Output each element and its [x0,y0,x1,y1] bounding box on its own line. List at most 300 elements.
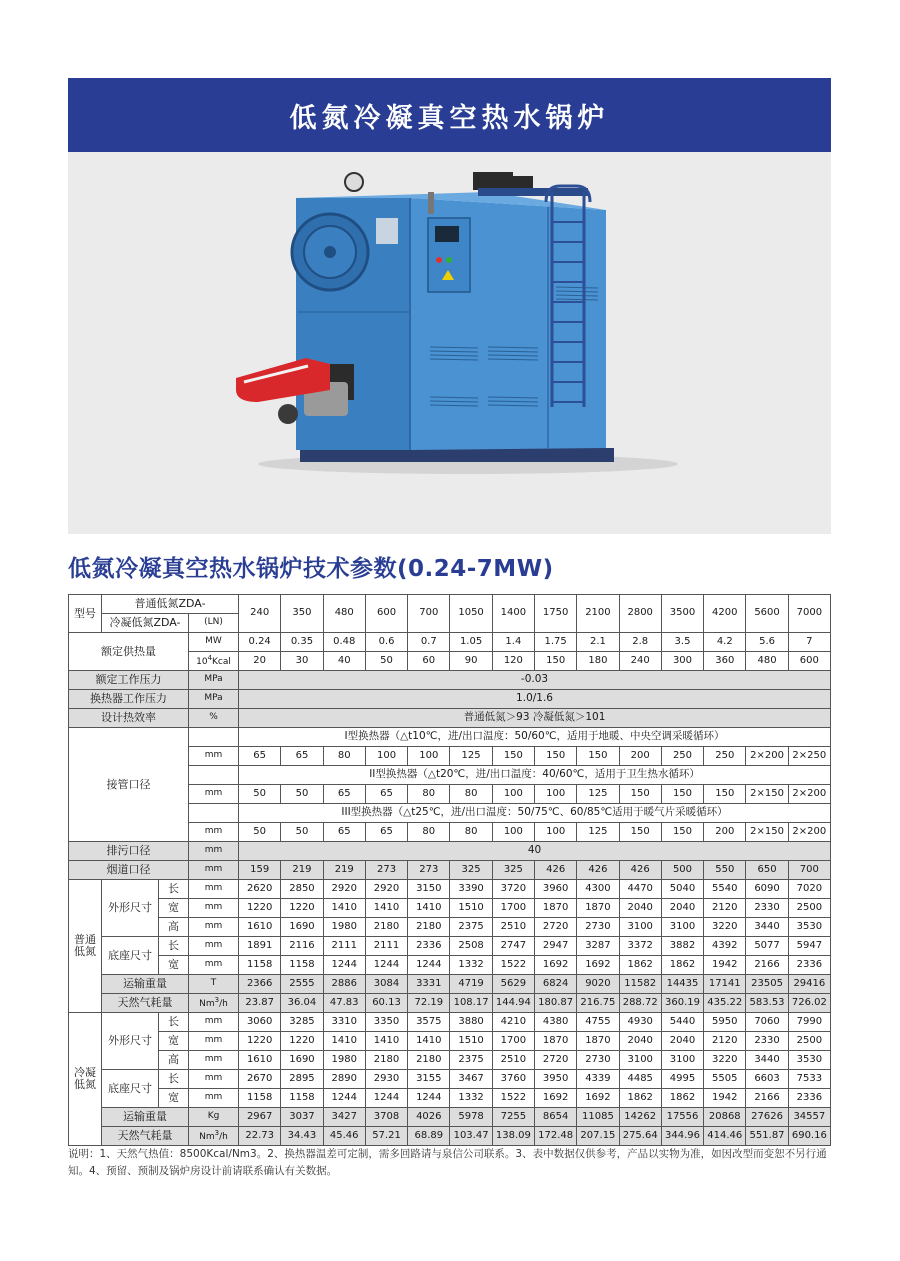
model-number: 4200 [704,595,746,633]
value-cell: 150 [577,747,619,766]
value-cell: 1700 [492,1032,534,1051]
table-row [69,709,831,728]
unit-percent: % [189,709,239,728]
value-cell: 2510 [492,1051,534,1070]
value-cell: 1410 [365,899,407,918]
value-cell: 3530 [788,918,830,937]
value-cell: 1410 [408,899,450,918]
value-cell: 2375 [450,918,492,937]
unit-tail: /h [219,998,228,1009]
value-cell: 103.47 [450,1127,492,1146]
value-cell: 3530 [788,1051,830,1070]
value-cell: 29416 [788,975,830,994]
value-cell: 2×150 [746,823,788,842]
hx-pressure-value: 1.0/1.6 [239,690,831,709]
spec-table [68,594,831,1146]
value-cell: 2180 [408,918,450,937]
value-cell: 2120 [704,1032,746,1051]
value-cell: 2930 [365,1070,407,1089]
table-row [69,1089,831,1108]
value-cell: 2747 [492,937,534,956]
value-cell: 4339 [577,1070,619,1089]
model-cond-suffix: (LN) [189,614,239,633]
blank-cell [189,804,239,823]
footnotes: 说明：1、天然气热值：8500Kcal/Nm3。2、换热器温差可定制，需多回路请与泉信公司联系。3、表中数据仅供参考，产品以实物为准，如因改型而变恕不另行通知。4、预留、预制及锅炉房设计前请联系确认有关数据。 [68,1148,827,1177]
value-cell: 2111 [365,937,407,956]
rated-pressure-label: 额定工作压力 [69,671,189,690]
value-cell: 325 [450,861,492,880]
table-row [69,880,831,899]
unit-mm: mm [189,861,239,880]
value-cell: 4026 [408,1108,450,1127]
value-cell: 60.13 [365,994,407,1013]
value-cell: 3427 [323,1108,365,1127]
value-cell: 2120 [704,899,746,918]
value-cell: 273 [365,861,407,880]
value-cell: 3150 [408,880,450,899]
table-row [69,1032,831,1051]
value-cell: 125 [577,785,619,804]
value-cell: 500 [661,861,703,880]
table-row [69,1127,831,1146]
value-cell: 150 [619,785,661,804]
value-cell: 2166 [746,956,788,975]
value-cell: 1244 [365,1089,407,1108]
value-cell: 360.19 [661,994,703,1013]
unit-nm3h [189,1127,239,1146]
table-row [69,728,831,747]
title-banner [68,78,831,152]
value-cell: 4392 [704,937,746,956]
unit-mm: mm [189,956,239,975]
model-number: 2100 [577,595,619,633]
value-cell: 1690 [281,918,323,937]
value-cell: 2920 [323,880,365,899]
value-cell: 108.17 [450,994,492,1013]
value-cell: 172.48 [535,1127,577,1146]
ship-weight-label: 运输重量 [102,975,189,994]
value-cell: 2890 [323,1070,365,1089]
value-cell: 275.64 [619,1127,661,1146]
value-cell: 200 [619,747,661,766]
group-label-line: 冷凝 [74,1066,96,1080]
value-cell: 5077 [746,937,788,956]
unit-base: 10 [196,656,208,667]
dim-length: 长 [159,1013,189,1032]
value-cell: 2730 [577,918,619,937]
value-cell: 426 [535,861,577,880]
value-cell: 65 [239,747,281,766]
value-cell: 23.87 [239,994,281,1013]
unit-mm: mm [189,785,239,804]
value-cell: 300 [661,652,703,671]
value-cell: 5629 [492,975,534,994]
value-cell: 2508 [450,937,492,956]
unit-mm: mm [189,1013,239,1032]
value-cell: 7060 [746,1013,788,1032]
value-cell: 344.96 [661,1127,703,1146]
value-cell: 480 [746,652,788,671]
value-cell: 30 [281,652,323,671]
value-cell: 2180 [408,1051,450,1070]
value-cell: 3350 [365,1013,407,1032]
value-cell: 138.09 [492,1127,534,1146]
value-cell: 150 [704,785,746,804]
value-cell: 1244 [323,1089,365,1108]
boiler-photo [68,152,831,534]
value-cell: 3440 [746,918,788,937]
model-number: 5600 [746,595,788,633]
value-cell: 4.2 [704,633,746,652]
value-cell: 650 [746,861,788,880]
value-cell: 219 [323,861,365,880]
value-cell: 150 [535,747,577,766]
table-row [69,918,831,937]
group-label-line: 低氮 [74,945,96,958]
value-cell: 150 [619,823,661,842]
drain-label: 排污口径 [69,842,189,861]
value-cell: 4755 [577,1013,619,1032]
value-cell: 2967 [239,1108,281,1127]
value-cell: 325 [492,861,534,880]
value-cell: 1244 [408,956,450,975]
value-cell: 3220 [704,918,746,937]
value-cell: 1870 [535,1032,577,1051]
value-cell: 65 [365,785,407,804]
value-cell: 5040 [661,880,703,899]
value-cell: 5950 [704,1013,746,1032]
value-cell: 1.4 [492,633,534,652]
value-cell: 1510 [450,1032,492,1051]
value-cell: 1158 [281,1089,323,1108]
unit-kcal [189,652,239,671]
flue-label: 烟道口径 [69,861,189,880]
value-cell: 1942 [704,956,746,975]
value-cell: 3220 [704,1051,746,1070]
value-cell: 5.6 [746,633,788,652]
value-cell: 2366 [239,975,281,994]
value-cell: 690.16 [788,1127,830,1146]
value-cell: 3575 [408,1013,450,1032]
value-cell: 3760 [492,1070,534,1089]
value-cell: 1700 [492,899,534,918]
value-cell: 1410 [408,1032,450,1051]
value-cell: 50 [281,785,323,804]
pipe-label: 接管口径 [69,728,189,842]
value-cell: 1.05 [450,633,492,652]
value-cell: 120 [492,652,534,671]
value-cell: 5947 [788,937,830,956]
value-cell: 2920 [365,880,407,899]
value-cell: 65 [323,785,365,804]
value-cell: 5505 [704,1070,746,1089]
unit-mm: mm [189,747,239,766]
value-cell: 0.35 [281,633,323,652]
value-cell: 1332 [450,956,492,975]
model-cond-prefix: 冷凝低氮ZDA- [102,614,189,633]
value-cell: 1980 [323,1051,365,1070]
value-cell: 80 [450,785,492,804]
section-title: 低氮冷凝真空热水锅炉技术参数(0.24-7MW) [68,556,554,582]
dim-height: 高 [159,918,189,937]
table-row [69,975,831,994]
value-cell: 1158 [281,956,323,975]
blank-cell [189,766,239,785]
value-cell: 1522 [492,956,534,975]
value-cell: 60 [408,652,450,671]
value-cell: 100 [535,785,577,804]
value-cell: 250 [661,747,703,766]
value-cell: 551.87 [746,1127,788,1146]
unit-weight: Kg [189,1108,239,1127]
value-cell: 1862 [619,1089,661,1108]
value-cell: 2040 [619,899,661,918]
value-cell: 65 [281,747,323,766]
table-row [69,690,831,709]
value-cell: 1332 [450,1089,492,1108]
value-cell: 45.46 [323,1127,365,1146]
value-cell: 7533 [788,1070,830,1089]
value-cell: 1862 [661,956,703,975]
value-cell: 200 [704,823,746,842]
table-row [69,633,831,652]
value-cell: 250 [704,747,746,766]
value-cell: 207.15 [577,1127,619,1146]
value-cell: 1158 [239,1089,281,1108]
value-cell: 1220 [281,1032,323,1051]
table-row [69,899,831,918]
value-cell: 2500 [788,1032,830,1051]
value-cell: 7020 [788,880,830,899]
dim-width: 宽 [159,1032,189,1051]
table-row [69,595,831,614]
value-cell: 57.21 [365,1127,407,1146]
value-cell: 1692 [577,1089,619,1108]
value-cell: 1862 [619,956,661,975]
value-cell: 1862 [661,1089,703,1108]
value-cell: 0.7 [408,633,450,652]
value-cell: 2×150 [746,785,788,804]
value-cell: 3331 [408,975,450,994]
value-cell: 20868 [704,1108,746,1127]
unit-mm: mm [189,899,239,918]
value-cell: 1610 [239,918,281,937]
ship-weight-label: 运输重量 [102,1108,189,1127]
value-cell: 2336 [408,937,450,956]
value-cell: 4300 [577,880,619,899]
value-cell: 90 [450,652,492,671]
value-cell: 47.83 [323,994,365,1013]
value-cell: 3880 [450,1013,492,1032]
value-cell: 20 [239,652,281,671]
dim-length: 长 [159,880,189,899]
value-cell: 72.19 [408,994,450,1013]
value-cell: 4470 [619,880,661,899]
value-cell: 5978 [450,1108,492,1127]
unit-mpa: MPa [189,671,239,690]
model-number: 480 [323,595,365,633]
unit-mm: mm [189,1089,239,1108]
value-cell: 2886 [323,975,365,994]
dim-length: 长 [159,1070,189,1089]
value-cell: 4210 [492,1013,534,1032]
value-cell: 700 [788,861,830,880]
value-cell: 2336 [788,1089,830,1108]
value-cell: 3100 [619,1051,661,1070]
unit-mm: mm [189,1070,239,1089]
value-cell: 2555 [281,975,323,994]
hx-pressure-label: 换热器工作压力 [69,690,189,709]
value-cell: 40 [323,652,365,671]
efficiency-value: 普通低氮＞93 冷凝低氮＞101 [239,709,831,728]
value-cell: 4485 [619,1070,661,1089]
value-cell: 583.53 [746,994,788,1013]
base-size-label: 底座尺寸 [102,937,159,975]
value-cell: 3037 [281,1108,323,1127]
unit-mm: mm [189,823,239,842]
unit-weight: T [189,975,239,994]
value-cell: 3372 [619,937,661,956]
value-cell: 6603 [746,1070,788,1089]
value-cell: 1158 [239,956,281,975]
table-row [69,994,831,1013]
value-cell: 100 [408,747,450,766]
value-cell: 68.89 [408,1127,450,1146]
value-cell: 100 [365,747,407,766]
value-cell: 23505 [746,975,788,994]
value-cell: 240 [619,652,661,671]
model-number: 7000 [788,595,830,633]
unit-base: Nm [199,1131,215,1142]
value-cell: 3084 [365,975,407,994]
efficiency-label: 设计热效率 [69,709,189,728]
value-cell: 426 [619,861,661,880]
value-cell: 600 [788,652,830,671]
model-number: 1050 [450,595,492,633]
table-row [69,937,831,956]
value-cell: 14262 [619,1108,661,1127]
value-cell: 2720 [535,918,577,937]
value-cell: 2040 [661,899,703,918]
value-cell: 2620 [239,880,281,899]
value-cell: 2180 [365,1051,407,1070]
dim-width: 宽 [159,899,189,918]
page-title: 低氮冷凝真空热水锅炉 [289,102,610,134]
table-row [69,1051,831,1070]
value-cell: 2040 [619,1032,661,1051]
value-cell: 2×250 [788,747,830,766]
value-cell: 414.46 [704,1127,746,1146]
table-row [69,956,831,975]
group-label [69,880,102,1013]
value-cell: 2×200 [788,823,830,842]
value-cell: 550 [704,861,746,880]
value-cell: 3950 [535,1070,577,1089]
value-cell: 1522 [492,1089,534,1108]
value-cell: 27626 [746,1108,788,1127]
value-cell: 2895 [281,1070,323,1089]
value-cell: 50 [239,785,281,804]
value-cell: 4930 [619,1013,661,1032]
value-cell: 1690 [281,1051,323,1070]
value-cell: 17141 [704,975,746,994]
value-cell: 2166 [746,1089,788,1108]
value-cell: 2040 [661,1032,703,1051]
value-cell: 1942 [704,1089,746,1108]
value-cell: 3960 [535,880,577,899]
group-label [69,1013,102,1146]
table-row [69,861,831,880]
value-cell: 65 [323,823,365,842]
unit-exponent: 3 [214,1128,220,1137]
rated-heat-label: 额定供热量 [69,633,189,671]
value-cell: 288.72 [619,994,661,1013]
value-cell: 273 [408,861,450,880]
value-cell: 2.1 [577,633,619,652]
value-cell: 50 [365,652,407,671]
value-cell: 17556 [661,1108,703,1127]
value-cell: 3100 [619,918,661,937]
value-cell: 150 [661,823,703,842]
value-cell: 2.8 [619,633,661,652]
value-cell: 1220 [239,899,281,918]
value-cell: 34.43 [281,1127,323,1146]
spec-table-body [69,595,831,1146]
unit-exponent: 3 [214,995,220,1004]
gas-use-label: 天然气耗量 [102,1127,189,1146]
value-cell: 50 [239,823,281,842]
value-cell: 144.94 [492,994,534,1013]
model-number: 350 [281,595,323,633]
value-cell: 219 [281,861,323,880]
unit-nm3h [189,994,239,1013]
value-cell: 7 [788,633,830,652]
value-cell: 1891 [239,937,281,956]
dim-width: 宽 [159,956,189,975]
table-row [69,1013,831,1032]
value-cell: 1410 [323,899,365,918]
value-cell: 1220 [239,1032,281,1051]
value-cell: 2330 [746,1032,788,1051]
model-std-prefix: 普通低氮ZDA- [102,595,239,614]
value-cell: 2730 [577,1051,619,1070]
value-cell: 36.04 [281,994,323,1013]
value-cell: 80 [408,823,450,842]
value-cell: 1220 [281,899,323,918]
unit-mm: mm [189,918,239,937]
value-cell: 1610 [239,1051,281,1070]
unit-mw: MW [189,633,239,652]
value-cell: 125 [450,747,492,766]
value-cell: 2375 [450,1051,492,1070]
value-cell: 1870 [577,1032,619,1051]
value-cell: 0.6 [365,633,407,652]
model-number: 2800 [619,595,661,633]
unit-base: Nm [199,998,215,1009]
table-row [69,842,831,861]
group-label-line: 普通 [74,933,96,947]
table-row [69,671,831,690]
value-cell: 150 [661,785,703,804]
blank-cell [189,728,239,747]
gas-use-label: 天然气耗量 [102,994,189,1013]
table-row [69,1070,831,1089]
value-cell: 100 [492,785,534,804]
value-cell: 726.02 [788,994,830,1013]
value-cell: 1980 [323,918,365,937]
value-cell: 2180 [365,918,407,937]
value-cell: 34557 [788,1108,830,1127]
